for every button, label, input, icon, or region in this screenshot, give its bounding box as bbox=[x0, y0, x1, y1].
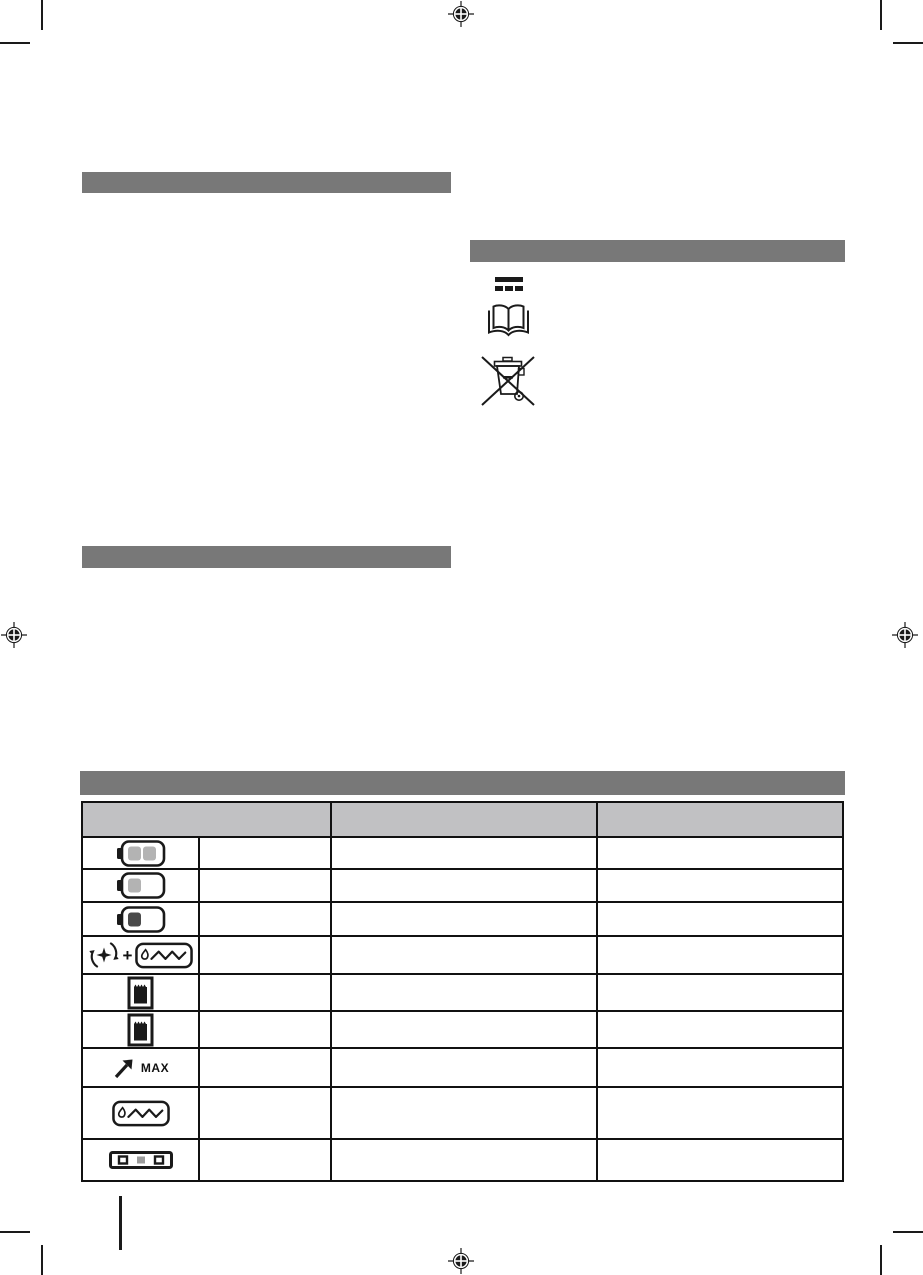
page-number-rule bbox=[119, 1196, 122, 1250]
crop-mark-top-right-horizontal bbox=[893, 42, 923, 44]
table-row bbox=[83, 1049, 842, 1088]
symbol-table bbox=[81, 801, 844, 1182]
table-cell bbox=[200, 1088, 332, 1138]
table-cell bbox=[598, 903, 842, 935]
read-manual-book-icon bbox=[485, 302, 532, 338]
table-cell bbox=[200, 937, 332, 973]
crop-mark-top-right-vertical bbox=[880, 0, 882, 30]
icon-cell bbox=[83, 903, 200, 935]
registration-mark-icon bbox=[892, 622, 918, 648]
table-row bbox=[83, 1140, 842, 1180]
table-cell bbox=[332, 975, 598, 1010]
icon-cell bbox=[83, 838, 200, 868]
table-cell bbox=[332, 903, 598, 935]
table-header-cell bbox=[598, 803, 842, 836]
table-cell bbox=[598, 870, 842, 901]
descale-box-icon bbox=[135, 942, 193, 969]
crop-mark-top-left-horizontal bbox=[0, 42, 30, 44]
empty-bin-icon bbox=[83, 976, 198, 1010]
max-level-arrow-icon bbox=[83, 1056, 198, 1080]
registration-mark-icon bbox=[448, 1248, 474, 1274]
dc-voltage-icon bbox=[495, 276, 523, 292]
table-cell bbox=[200, 1049, 332, 1086]
table-cell bbox=[332, 1049, 598, 1086]
table-header-cell bbox=[332, 803, 598, 836]
clean-cycle-icon bbox=[88, 939, 120, 971]
crop-mark-bottom-left-horizontal bbox=[0, 1231, 30, 1233]
battery-one-light-bar-icon bbox=[83, 872, 198, 899]
table-cell bbox=[598, 1049, 842, 1086]
table-cell bbox=[598, 838, 842, 868]
table-cell bbox=[598, 1140, 842, 1180]
table-header-row bbox=[83, 803, 842, 838]
table-cell bbox=[332, 1140, 598, 1180]
registration-mark-icon bbox=[448, 1, 474, 27]
table-row bbox=[83, 975, 842, 1012]
table-cell bbox=[332, 838, 598, 868]
table-row bbox=[83, 870, 842, 903]
table-cell bbox=[200, 975, 332, 1010]
icon-cell bbox=[83, 1012, 200, 1047]
table-row bbox=[83, 838, 842, 870]
crop-mark-bottom-right-horizontal bbox=[893, 1231, 923, 1233]
table-row bbox=[83, 1012, 842, 1049]
icon-cell bbox=[83, 975, 200, 1010]
table-cell bbox=[200, 870, 332, 901]
table-row bbox=[83, 903, 842, 937]
table-cell bbox=[200, 1140, 332, 1180]
up-right-arrow-icon bbox=[112, 1056, 136, 1080]
table-cell bbox=[200, 1012, 332, 1047]
battery-one-dark-bar-icon bbox=[83, 906, 198, 933]
crop-mark-bottom-right-vertical bbox=[880, 1245, 882, 1275]
led-strip-indicator-icon bbox=[83, 1151, 198, 1169]
icon-cell bbox=[83, 1088, 200, 1138]
table-cell bbox=[332, 1012, 598, 1047]
table-cell bbox=[598, 1012, 842, 1047]
table-header-cell bbox=[83, 803, 332, 836]
table-cell bbox=[200, 903, 332, 935]
max-label: MAX bbox=[140, 1060, 170, 1075]
table-cell bbox=[332, 870, 598, 901]
plus-sign: + bbox=[122, 945, 133, 965]
clean-cycle-plus-descale-icon bbox=[83, 939, 198, 971]
section-title-bar-left-2 bbox=[82, 546, 451, 568]
icon-cell bbox=[83, 937, 200, 973]
table-cell bbox=[200, 838, 332, 868]
table-title-bar bbox=[80, 771, 845, 795]
table-row bbox=[83, 937, 842, 975]
descale-box-icon bbox=[83, 1100, 198, 1127]
icon-cell bbox=[83, 1049, 200, 1086]
table-cell bbox=[598, 975, 842, 1010]
table-cell bbox=[598, 1088, 842, 1138]
table-cell bbox=[332, 1088, 598, 1138]
battery-two-bars-icon bbox=[83, 840, 198, 867]
registration-mark-icon bbox=[1, 622, 27, 648]
crop-mark-bottom-left-vertical bbox=[41, 1245, 43, 1275]
crop-mark-top-left-vertical bbox=[41, 0, 43, 30]
section-title-bar-left-1 bbox=[82, 172, 451, 193]
table-cell bbox=[598, 937, 842, 973]
table-row bbox=[83, 1088, 842, 1140]
empty-bin-icon bbox=[83, 1013, 198, 1047]
table-cell bbox=[332, 937, 598, 973]
section-title-bar-right bbox=[470, 240, 845, 262]
icon-cell bbox=[83, 1140, 200, 1180]
weee-crossed-bin-icon bbox=[478, 348, 538, 408]
icon-cell bbox=[83, 870, 200, 901]
